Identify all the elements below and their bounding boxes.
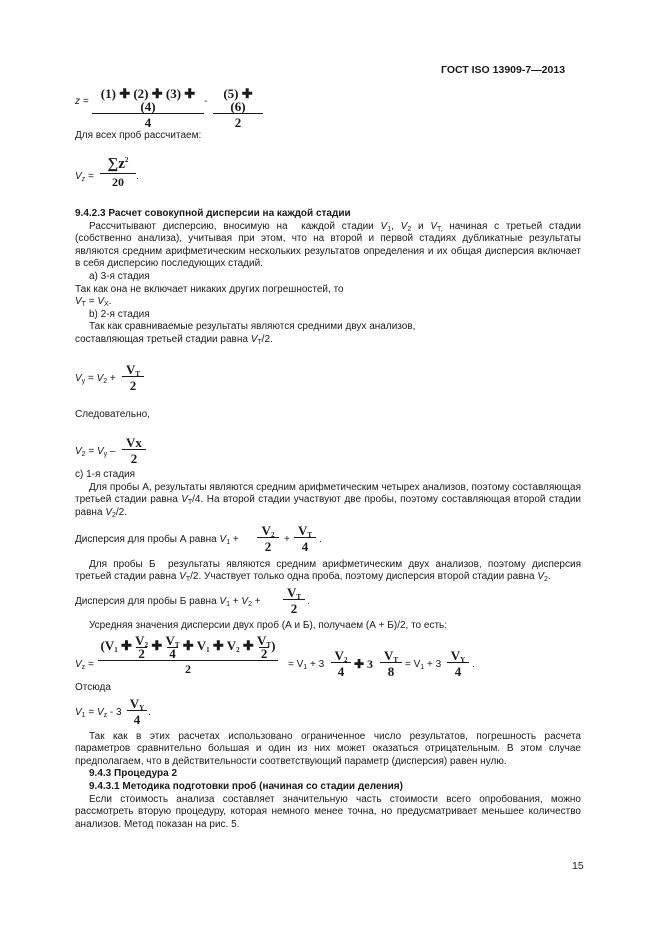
eq-avg-f1-num: $V_2$ bbox=[334, 648, 348, 664]
eq-v1-num: $V_Y$ bbox=[129, 696, 145, 712]
eq-vz-fraction bbox=[100, 156, 136, 190]
eq-z-den-2: 2 bbox=[213, 113, 263, 130]
paragraph-averaging: Усредняя значения дисперсии двух проб (А и Б), получаем (А + Б)/2, то есть: bbox=[89, 620, 448, 631]
eq-vy-den: 2 bbox=[122, 376, 144, 393]
eq-vz-tail: . bbox=[136, 171, 139, 182]
paragraph-procedure-2: Если стоимость анализа составляет значительную часть стоимости всего опробования, можно рассмотреть вторую процедуру, которая немного менее точна, но предусматривает меньшее количество анализов. Метод показан на рис. 5. bbox=[75, 794, 581, 830]
eq-avg-lhs: $V_z$ = bbox=[75, 659, 94, 671]
eq-vz-num: $\sum z^2$ bbox=[107, 156, 129, 172]
eq-vy-num: $V_T$ bbox=[125, 362, 141, 378]
list-item-c: с) 1-я стадия bbox=[75, 469, 136, 480]
list-item-a: а) 3-я стадия bbox=[89, 271, 150, 282]
list-a-text: Так как она не включает никаких других погрешностей, то bbox=[75, 284, 344, 295]
eq-a-text: Дисперсия для пробы А равна $V_1$ + bbox=[75, 534, 239, 546]
eq-b-fraction bbox=[283, 586, 305, 616]
eq-a-num-2: $V_T$ bbox=[297, 523, 313, 539]
eq-avg-f2 bbox=[380, 649, 402, 679]
eq-v1-tail: . bbox=[148, 707, 151, 718]
eq-avg-num: ($V_1$ ✚ $V_2$ 2 ✚ $V_T$ 4 ✚ $V_1$ ✚ $V_2$ ✚ $V_T$ 2) bbox=[100, 632, 276, 661]
paragraph-limited-results: Так как в этих расчетах использовано ограниченное число результатов, погрешность расчета параметров сравнительно большая и один из них может оказаться отрицательным. В этом случае предполагаем, что в действительности соответствующий параметр (дисперсия) равен нулю. bbox=[75, 731, 581, 767]
eq-v1-lhs: $V_1 = V_z - 3$ bbox=[75, 707, 122, 719]
eq-a-fraction-1 bbox=[257, 524, 279, 554]
eq-avg-mid-3: = $V_1 + 3$ bbox=[405, 659, 442, 671]
eq-z-den-1: 4 bbox=[92, 113, 204, 130]
paragraph-therefore: Следовательно, bbox=[75, 409, 150, 420]
eq-avg-mid-1: = $V_1 + 3$ bbox=[288, 659, 325, 671]
eq-a-plus: + bbox=[284, 534, 290, 545]
paragraph-variance-stages: Рассчитывают дисперсию, вносимую на каждой стадии $V_1$, $V_2$ и $V_{T,}$ начиная с третьей стадии (собственно анализа), учитывая при этом, что на второй и первой стадиях дубликатные результаты являются средним арифметическим нескольких результатов определения и их общая дисперсия включает в себя дисперсию последующих стадий. bbox=[75, 221, 581, 270]
eq-z-num-1: (1) ✚ (2) ✚ (3) ✚ (4) bbox=[100, 86, 196, 114]
eq-vy-lhs: $V_y = V_2$ + bbox=[75, 373, 116, 385]
paragraph-sample-a: Для пробы А, результаты являются средним арифметическим четырех анализов, поэтому составляющая третьей стадии равна $V_T/4$. На второй стадии участвуют две пробы, поэтому составляющая второй стадии равна $V_2/2$. bbox=[75, 482, 581, 519]
paragraph-sample-b: Для пробы Б результаты являются средним арифметическим двух анализов, поэтому дисперсия третьей стадии равна $V_T/2$. Участвует только одна проба, поэтому дисперсия второй стадии равна $V_2$. bbox=[75, 559, 581, 584]
eq-avg-f2-num: $V_T$ bbox=[383, 648, 399, 664]
section-heading-9-4-3-1: 9.4.3.1 Методика подготовки проб (начиная со стадии деления) bbox=[89, 781, 403, 792]
eq-avg-den: 2 bbox=[98, 660, 278, 677]
eq-avg-f3-num: $V_Y$ bbox=[450, 648, 466, 664]
eq-v2-fraction bbox=[122, 436, 146, 466]
paragraph-all-samples: Для всех проб рассчитаем: bbox=[75, 130, 202, 141]
list-b-text-2: составляющая третьей стадии равна $V_T/2$. bbox=[75, 334, 273, 346]
eq-z-lhs: z = bbox=[75, 96, 89, 107]
eq-vz-den: 20 bbox=[100, 173, 136, 190]
eq-b-num: $V_T$ bbox=[286, 585, 302, 601]
eq-b-tail: . bbox=[307, 596, 310, 607]
eq-avg-fraction bbox=[98, 633, 278, 677]
eq-a-fraction-2 bbox=[294, 524, 316, 554]
eq-avg-mid-2: ✚ 3 bbox=[354, 657, 374, 671]
page-number: 15 bbox=[572, 860, 584, 872]
eq-avg-f3 bbox=[447, 649, 469, 679]
list-item-b: b) 2-я стадия bbox=[89, 309, 150, 320]
eq-avg-f1-den: 4 bbox=[331, 662, 351, 679]
eq-a-tail: . bbox=[319, 534, 322, 545]
eq-a-den-2: 4 bbox=[294, 537, 316, 554]
eq-v2-num: Vx bbox=[126, 435, 142, 450]
eq-vy-fraction bbox=[122, 363, 144, 393]
eq-b-den: 2 bbox=[283, 599, 305, 616]
section-heading-9-4-3: 9.4.3 Процедура 2 bbox=[89, 768, 178, 779]
eq-v2-lhs: $V_2 = V_y$ – bbox=[75, 446, 116, 458]
eq-avg-tail: . bbox=[472, 659, 475, 670]
eq-b-text: Дисперсия для пробы Б равна $V_1 + V_2$ + bbox=[75, 596, 261, 608]
eq-z-minus: - bbox=[204, 96, 208, 107]
eq-a-den-1: 2 bbox=[257, 537, 279, 554]
eq-v2-den: 2 bbox=[122, 449, 146, 466]
eq-vz-lhs: $V_z$ = bbox=[75, 171, 94, 183]
eq-z-num-2: (5) ✚ (6) bbox=[223, 86, 253, 114]
paragraph-hence: Отсюда bbox=[75, 682, 111, 693]
eq-z-fraction-1 bbox=[92, 87, 204, 130]
eq-avg-f2-den: 8 bbox=[380, 662, 402, 679]
eq-avg-f1 bbox=[331, 649, 351, 679]
eq-v1-den: 4 bbox=[127, 710, 147, 727]
list-b-text-1: Так как сравниваемые результаты являются средними двух анализов, bbox=[89, 321, 416, 332]
eq-v1-fraction bbox=[127, 697, 147, 727]
eq-avg-f3-den: 4 bbox=[447, 662, 469, 679]
eq-z-fraction-2 bbox=[213, 87, 263, 130]
eq-a-num-1: $V_2$ bbox=[261, 523, 275, 539]
document-code: ГОСТ ISO 13909-7—2013 bbox=[441, 64, 566, 76]
list-a-equation: $V_T = V_X$. bbox=[75, 296, 112, 308]
section-heading-9-4-2-3: 9.4.2.3 Расчет совокупной дисперсии на каждой стадии bbox=[75, 208, 351, 219]
